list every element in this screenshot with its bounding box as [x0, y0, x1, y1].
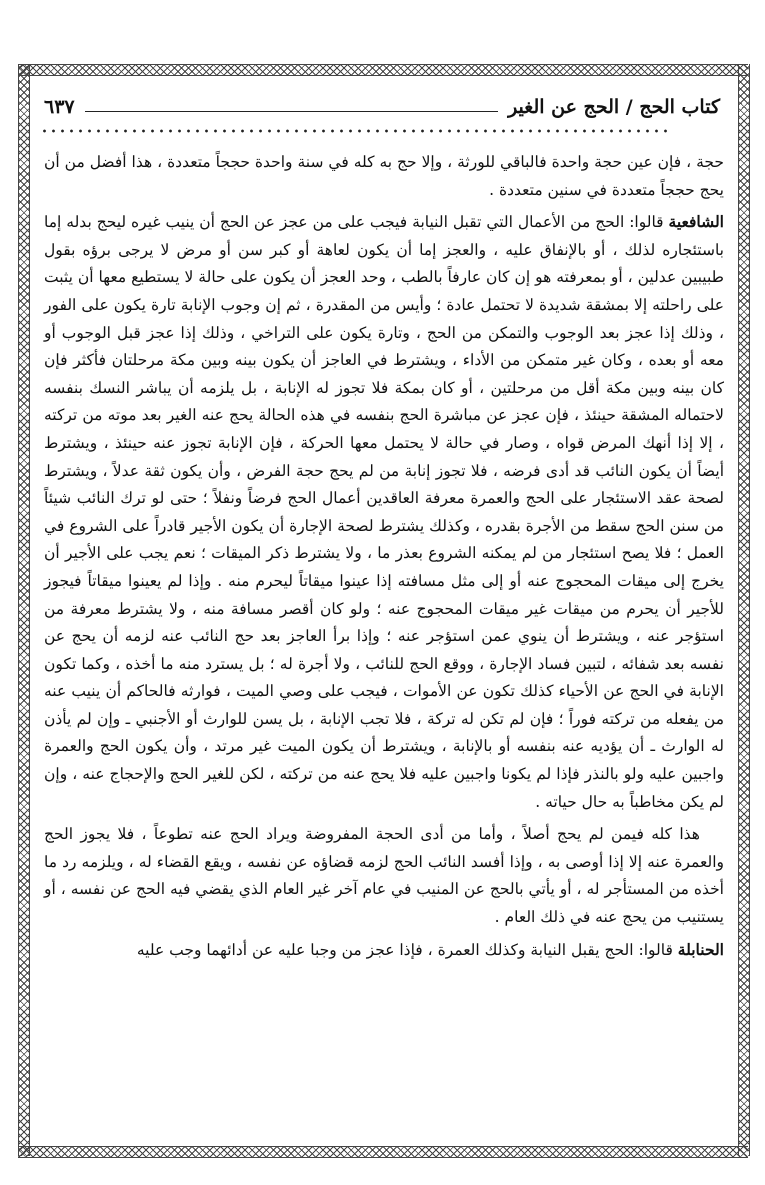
- paragraph-text: حجة ، فإن عين حجة واحدة فالباقي للورثة ، وإلا حج به كله في سنة واحدة حججاً متعددة ، هذا أفضل من أن يحج حججاً متعددة في سنين متعددة .: [44, 153, 724, 199]
- ornamental-border-bottom: [18, 1146, 748, 1158]
- header-rule: [85, 111, 498, 112]
- paragraph-text: قالوا: الحج من الأعمال التي تقبل النيابة فيجب على من عجز عن الحج أن ينيب غيره ليحج بدله إما باستئجاره لذلك ، أو بالإنفاق عليه ، والعجز إما أن يكون لعاهة أو كبر سن أو مرض لا يرجى برؤه بقول طبيبين عدلين ، أو بمعرفته هو إن كان عارفاً بالطب ، وحد العجز أن يكون على حالة لا يستطيع معها أن يثبت على راحلته إلا بمشقة شديدة لا تحتمل عادة ؛ وأيس من المقدرة ، ثم إن وجوب الإنابة تارة يكون على الفور ، وذلك إذا عجز بعد الوجوب والتمكن من الحج ، وتارة يكون على التراخي ، وذلك إذا عجز قبل الوجوب أو معه أو بعده ، وكان غير متمكن من الأداء ، ويشترط في العاجز أن يكون بينه وبين مكة مرحلتان فأكثر فإن كان بينه وبين مكة أقل من مرحلتين ، أو كان بمكة فلا تجوز له الإنابة ، بل يلزمه أن يباشر النسك بنفسه لاحتماله المشقة حينئذ ، فإن عجز عن مباشرة الحج بنفسه في هذه الحالة يحج عنه الغير بعد موته من تركته ، إلا إذا أنهك المرض قواه ، وصار في حالة لا يحتمل معها الحركة ، فإن الإنابة تجوز عنه حينئذ ، ويشترط أيضاً أن يكون النائب قد أدى فرضه ، فلا تجوز إنابة من لم يحج حجة الفرض ، وأن يكون ثقة عدلاً ، ويشترط لصحة عقد الاستئجار على الحج والعمرة معرفة العاقدين أعمال الحج فرضاً ونفلاً ؛ حتى لو ترك النائب شيئاً من سنن الحج سقط من الأجرة بقدره ، وكذلك يشترط لصحة الإجارة أن يكون الأجير قادراً على الشروع في العمل ؛ فلا يصح استئجار من لم يمكنه الشروع بعذر ما ، ولا يشترط ذكر الميقات ؛ نعم يجب على الأجير أن يخرج إلى ميقات المحجوج عنه أو إلى مثل مسافته إذا عينوا ميقاتاً ليحرم منه . وإذا لم يعينوا ميقاتاً فيجوز للأجير أن يحرم من ميقات غير ميقات المحجوج عنه ؛ ولو كان أقصر مسافة منه ، ولا يشترط معرفة من استؤجر عنه ، ويشترط أن ينوي عمن استؤجر عنه ؛ وإذا برأ العاجز بعد حج النائب عنه لزمه أن يحج عن نفسه بعد شفائه ، لتبين فساد الإجارة ، ووقع الحج للنائب ، ولا أجرة له ؛ بل يسترد منه ما أخذه ، وكما تكون الإنابة في الحج عن الأحياء كذلك تكون عن الأموات ، فيجب على وصي الميت ، فوارثه فالحاكم أن ينيب عنه من يفعله من تركته فوراً ؛ فإن لم تكن له تركة ، فلا تجب الإنابة ، بل يسن للوارث أو الأجنبي ـ وإن لم يأذن له الوارث ـ أن يؤديه عنه بنفسه أو بالإنابة ، ويشترط أن يكون الميت غير مرتد ، وأن يكون الحج والعمرة واجبين عليه ولو بالنذر فإذا لم يكونا واجبين عليه فلا يحج عنه من تركته ، لكن للغير الحج والإحجاج عنه ، وإن لم يكن مخاطباً به حال حياته .: [44, 213, 724, 811]
- chapter-title: كتاب الحج / الحج عن الغير: [508, 96, 720, 118]
- ornamental-border-right: [738, 64, 750, 1156]
- ornamental-border-left: [18, 64, 30, 1156]
- paragraph-text: هذا كله فيمن لم يحج أصلاً ، وأما من أدى الحجة المفروضة ويراد الحج عنه تطوعاً ، فلا يجوز الحج والعمرة عنه إلا إذا أوصى به ، وإذا أفسد النائب الحج لزمه قضاؤه عن نفسه ، ويقع القضاء له ، ويلزمه رد ما أخذه من المستأجر له ، أو يأتي بالحج عن المنيب في عام آخر غير العام الذي يقضي فيه الحج عن نفسه ، أو يستنيب من يحج عنه في ذلك العام .: [44, 825, 724, 927]
- school-name: الشافعية: [668, 212, 724, 232]
- ornamental-border-top: [18, 64, 748, 76]
- paragraph: [44, 936, 724, 965]
- paragraph: [44, 148, 724, 204]
- header-dotted-rule: [40, 128, 670, 134]
- page-header: [44, 92, 720, 122]
- paragraph: [44, 208, 724, 816]
- school-name: الحنابلة: [677, 939, 724, 959]
- page-body: [44, 148, 724, 968]
- paragraph-text: قالوا: الحج يقبل النيابة وكذلك العمرة ، فإذا عجز من وجبا عليه عن أدائهما وجب عليه: [136, 940, 678, 959]
- page-number: ٦٣٧: [44, 96, 75, 118]
- paragraph: [44, 820, 724, 931]
